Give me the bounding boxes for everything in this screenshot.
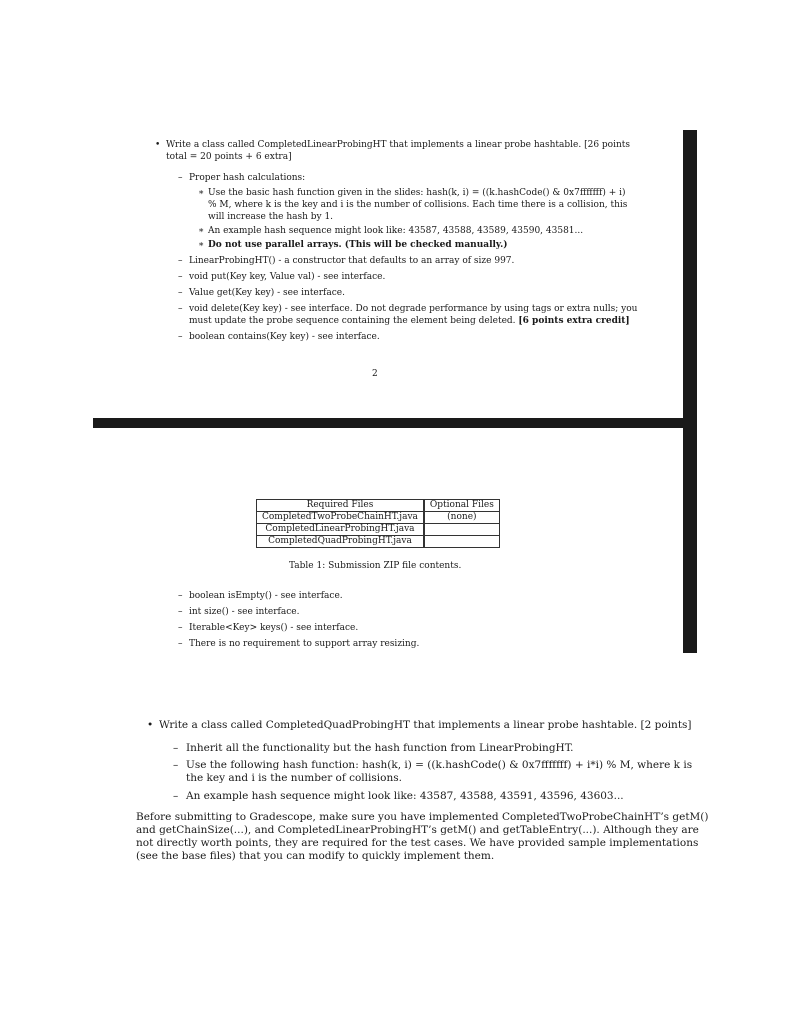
get-item: Value get(Key key) - see interface. xyxy=(189,288,345,298)
bullet-mark: • xyxy=(147,719,154,731)
dash-mark: – xyxy=(178,256,183,266)
hash-example: An example hash sequence might look like: 43587, 43588, 43589, 43590, 43581... xyxy=(208,226,584,236)
delete-item-text: must update the probe sequence containing the element being deleted. xyxy=(189,316,516,326)
star-mark: ∗ xyxy=(198,226,205,236)
item-linear-line1: Write a class called CompletedLinearProbingHT that implements a linear probe hashtable. [26 points xyxy=(166,140,631,150)
table-cell-required: CompletedLinearProbingHT.java xyxy=(257,524,424,536)
put-item: void put(Key key, Value val) - see interface. xyxy=(189,272,386,282)
dash-mark: – xyxy=(178,607,183,617)
dash-mark: – xyxy=(178,332,183,342)
dash-mark: – xyxy=(178,272,183,282)
quad-example: An example hash sequence might look like: 43587, 43588, 43591, 43596, 43603... xyxy=(186,790,624,802)
delete-item-line2 xyxy=(189,316,630,328)
size-item: int size() - see interface. xyxy=(189,607,300,617)
dash-mark: – xyxy=(178,639,183,649)
table-header-optional: Optional Files xyxy=(424,500,499,512)
table-cell-optional xyxy=(424,536,499,548)
hash-item-line2: % M, where k is the key and i is the number of collisions. Each time there is a collision, this xyxy=(208,200,628,210)
table-row xyxy=(257,536,500,548)
star-mark: ∗ xyxy=(198,188,205,198)
resizing-item: There is no requirement to support array resizing. xyxy=(189,639,420,649)
para-line2: and getChainSize(...), and CompletedLinearProbingHT’s getM() and getTableEntry(...). Although they are xyxy=(136,824,699,836)
dash-mark: – xyxy=(173,759,179,771)
para-line4: (see the base files) that you can modify to quickly implement them. xyxy=(136,850,495,862)
is-empty-item: boolean isEmpty() - see interface. xyxy=(189,591,343,601)
hash-item-line3: will increase the hash by 1. xyxy=(208,212,334,222)
dash-mark: – xyxy=(178,288,183,298)
dash-mark: – xyxy=(173,742,179,754)
dash-mark: – xyxy=(178,623,183,633)
constructor-item: LinearProbingHT() - a constructor that defaults to an array of size 997. xyxy=(189,256,515,266)
table-header-required: Required Files xyxy=(257,500,424,512)
table-cell-required: CompletedTwoProbeChainHT.java xyxy=(257,512,424,524)
para-line1: Before submitting to Gradescope, make sure you have implemented CompletedTwoProbeChainHT’s getM() xyxy=(136,811,709,823)
item-linear-line2: total = 20 points + 6 extra] xyxy=(166,152,292,162)
page-number: 2 xyxy=(372,369,378,379)
dash-mark: – xyxy=(178,591,183,601)
use-hash-line1: Use the following hash function: hash(k, i) = ((k.hashCode() & 0x7fffffff) + i*i) % M, where k is xyxy=(186,759,693,771)
sub-hash-calculations: Proper hash calculations: xyxy=(189,173,306,183)
dash-mark: – xyxy=(178,173,183,183)
inherit-item: Inherit all the functionality but the hash function from LinearProbingHT. xyxy=(186,742,574,754)
table-cell-required: CompletedQuadProbingHT.java xyxy=(257,536,424,548)
para-line3: not directly worth points, they are required for the test cases. We have provided sample implementations xyxy=(136,837,699,849)
table-cell-optional xyxy=(424,524,499,536)
submission-table xyxy=(256,499,500,548)
table-caption: Table 1: Submission ZIP file contents. xyxy=(289,561,462,571)
no-parallel-arrays: Do not use parallel arrays. (This will be checked manually.) xyxy=(208,240,508,250)
use-hash-line2: the key and i is the number of collisions. xyxy=(186,772,402,784)
item-quad-probing: Write a class called CompletedQuadProbingHT that implements a linear probe hashtable. [2 points] xyxy=(159,719,692,731)
delete-item-line1: void delete(Key key) - see interface. Do not degrade performance by using tags or extra nulls; you xyxy=(189,304,638,314)
hash-item-line1: Use the basic hash function given in the slides: hash(k, i) = ((k.hashCode() & 0x7fffffff) + i) xyxy=(208,188,626,198)
horizontal-black-bar xyxy=(93,418,697,428)
bullet-mark: • xyxy=(155,140,161,150)
extra-credit-label: [6 points extra credit] xyxy=(518,316,630,326)
contains-item: boolean contains(Key key) - see interface. xyxy=(189,332,380,342)
keys-item: Iterable<Key> keys() - see interface. xyxy=(189,623,359,633)
vertical-black-bar xyxy=(683,130,697,653)
table-row xyxy=(257,512,500,524)
star-mark: ∗ xyxy=(198,240,205,250)
dash-mark: – xyxy=(178,304,183,314)
dash-mark: – xyxy=(173,790,179,802)
table-row xyxy=(257,524,500,536)
table-cell-optional: (none) xyxy=(424,512,499,524)
